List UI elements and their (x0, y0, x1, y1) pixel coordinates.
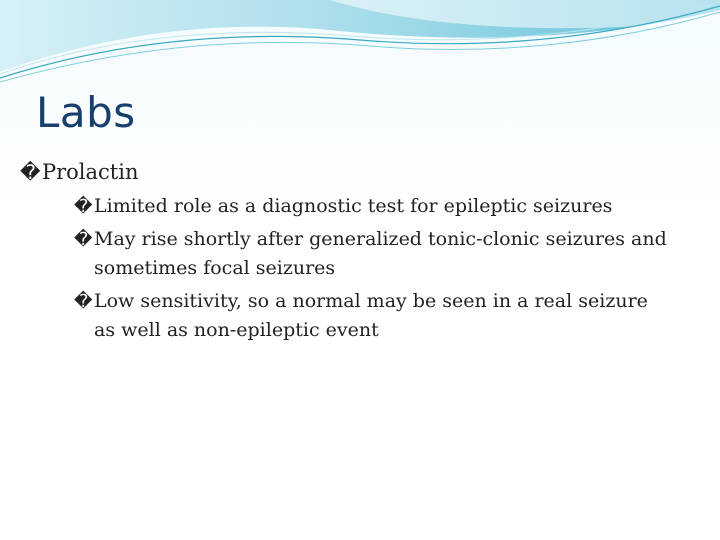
sub-bullet-icon: � (74, 229, 93, 250)
sub-bullet-text: Low sensitivity, so a normal may be seen in a real seizure as well as non-epileptic event (94, 290, 648, 341)
sub-bullet-icon: � (74, 196, 93, 217)
bullet-text: Prolactin (42, 160, 139, 184)
sub-bullet-item (0, 287, 720, 345)
slide-content (0, 156, 720, 345)
bullet-icon: � (20, 160, 41, 184)
slide-title: Labs (36, 88, 136, 137)
sub-bullet-text: Limited role as a diagnostic test for epileptic seizures (94, 195, 613, 217)
sub-bullet-text: May rise shortly after generalized tonic-clonic seizures and sometimes focal seizures (94, 228, 667, 279)
sub-bullet-item (0, 225, 720, 283)
header-wave-decoration (0, 0, 720, 90)
bullet-item-prolactin (0, 156, 720, 188)
sub-bullet-icon: � (74, 291, 93, 312)
sub-bullet-item (0, 192, 720, 221)
